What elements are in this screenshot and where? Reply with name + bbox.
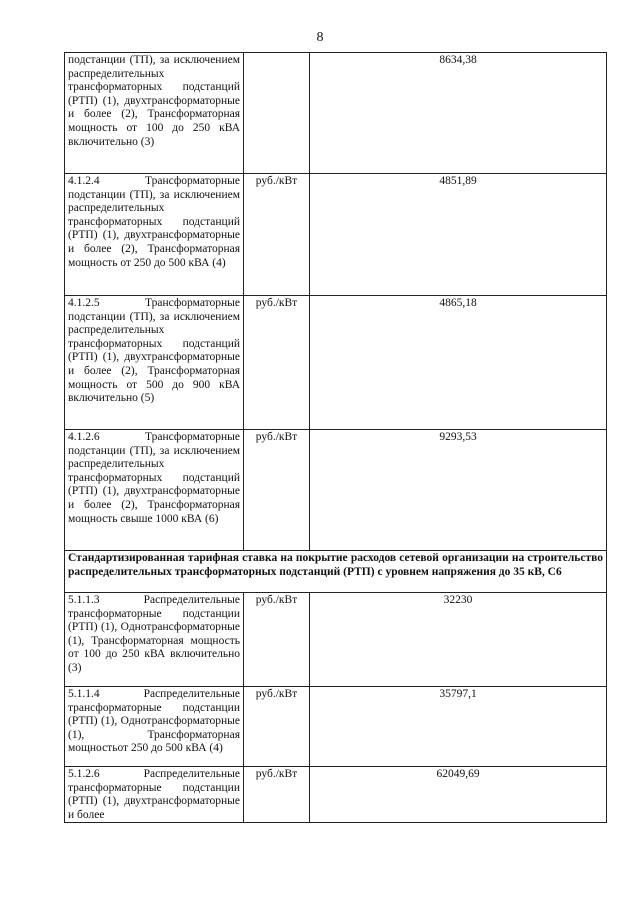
table-row xyxy=(65,593,607,687)
row-value: 62049,69 xyxy=(310,767,607,823)
table-row xyxy=(65,430,607,551)
row-description: 4.1.2.4 Трансформаторные подстанции (ТП), за исключением распределительных трансформаторных подстанций (РТП) (1), двухтрансформаторные и более (2), Трансформаторная мощность от 250 до 500 кВА (4) xyxy=(65,174,244,296)
table-row xyxy=(65,174,607,296)
tariff-table xyxy=(64,52,607,823)
row-value: 9293,53 xyxy=(310,430,607,551)
row-unit: руб./кВт xyxy=(244,296,310,430)
row-value: 35797,1 xyxy=(310,687,607,767)
row-unit: руб./кВт xyxy=(244,430,310,551)
row-unit: руб./кВт xyxy=(244,174,310,296)
table-row xyxy=(65,767,607,823)
row-value: 4851,89 xyxy=(310,174,607,296)
row-unit: руб./кВт xyxy=(244,593,310,687)
row-description: подстанции (ТП), за исключением распределительных трансформаторных подстанций (РТП) (1), двухтрансформаторные и более (2), Трансформаторная мощность от 100 до 250 кВА включительно (3) xyxy=(65,53,244,174)
page-number: 8 xyxy=(316,30,324,45)
row-description: 5.1.1.3 Распределительные трансформаторные подстанции (РТП) (1), Однотрансформаторные (1), Трансформаторная мощность от 100 до 250 кВА включительно (3) xyxy=(65,593,244,687)
section-header: Стандартизированная тарифная ставка на покрытие расходов сетевой организации на строительство распределительных трансформаторных подстанций (РТП) с уровнем напряжения до 35 кВ, С6 xyxy=(65,551,607,593)
row-value: 8634,38 xyxy=(310,53,607,174)
row-description: 5.1.1.4 Распределительные трансформаторные подстанции (РТП) (1), Однотрансформаторные (1), Трансформаторная мощностьот 250 до 500 кВА (4) xyxy=(65,687,244,767)
section-header-row xyxy=(65,551,607,593)
table-row xyxy=(65,687,607,767)
row-value: 4865,18 xyxy=(310,296,607,430)
row-unit: руб./кВт xyxy=(244,767,310,823)
row-unit: руб./кВт xyxy=(244,687,310,767)
table-row xyxy=(65,53,607,174)
row-unit xyxy=(244,53,310,174)
row-value: 32230 xyxy=(310,593,607,687)
row-description: 4.1.2.5 Трансформаторные подстанции (ТП), за исключением распределительных трансформаторных подстанций (РТП) (1), двухтрансформаторные и более (2), Трансформаторная мощность от 500 до 900 кВА включительно (5) xyxy=(65,296,244,430)
table-row xyxy=(65,296,607,430)
row-description: 4.1.2.6 Трансформаторные подстанции (ТП), за исключением распределительных трансформаторных подстанций (РТП) (1), двухтрансформаторные и более (2), Трансформаторная мощность свыше 1000 кВА (6) xyxy=(65,430,244,551)
row-description: 5.1.2.6 Распределительные трансформаторные подстанции (РТП) (1), двухтрансформаторные и более xyxy=(65,767,244,823)
